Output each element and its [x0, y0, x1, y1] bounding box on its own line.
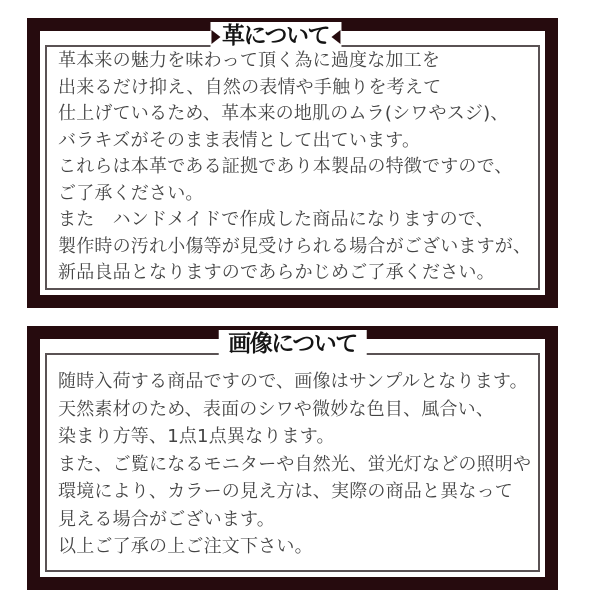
notice-line: 以上ご了承の上ご注文下さい。: [58, 536, 313, 557]
image-inner-panel: [45, 353, 540, 572]
notice-line: 染まり方等、1点1点異なります。: [58, 426, 335, 447]
notice-line: 見える場合がございます。: [58, 508, 275, 530]
notice-line: 新品良品となりますのであらかじめご了承ください。: [58, 262, 495, 283]
section-leather-notice: [27, 18, 558, 308]
leather-notice-text: [47, 47, 538, 287]
notice-line: 革本来の魅力を味わって頂く為に過度な加工を: [58, 50, 441, 71]
notice-line: 環境により、カラーの見え方は、実際の商品と異なって: [58, 481, 513, 502]
notice-line: 天然素材のため、表面のシワや微妙な色目、風合い、: [58, 398, 495, 420]
section-image-notice: [27, 326, 558, 590]
image-notice-text: [47, 355, 538, 561]
notice-line: 製作時の汚れ小傷等が見受けられる場合がございますが、: [58, 235, 532, 257]
notice-line: バラキズがそのまま表情として出ています。: [58, 129, 421, 151]
leather-section-title: 革について: [210, 22, 341, 50]
notice-line: また、ご覧になるモニターや自然光、蛍光灯などの照明や: [58, 453, 532, 475]
notice-line: 出来るだけ抑え、自然の表情や手触りを考えて: [58, 76, 442, 98]
leather-inner-panel: [45, 45, 540, 290]
notice-line: また ハンドメイドで作成した商品になりますので、: [58, 209, 494, 230]
image-section-title: 画像について: [218, 330, 367, 358]
notice-line: 随時入荷する商品ですので、画像はサンプルとなります。: [58, 371, 528, 392]
notice-line: これらは本革である証拠であり本製品の特徴ですので、: [58, 156, 513, 177]
notice-line: ご了承ください。: [58, 182, 204, 204]
notice-line: 仕上げているため、革本来の地肌のムラ(シワやスジ)、: [58, 103, 509, 124]
